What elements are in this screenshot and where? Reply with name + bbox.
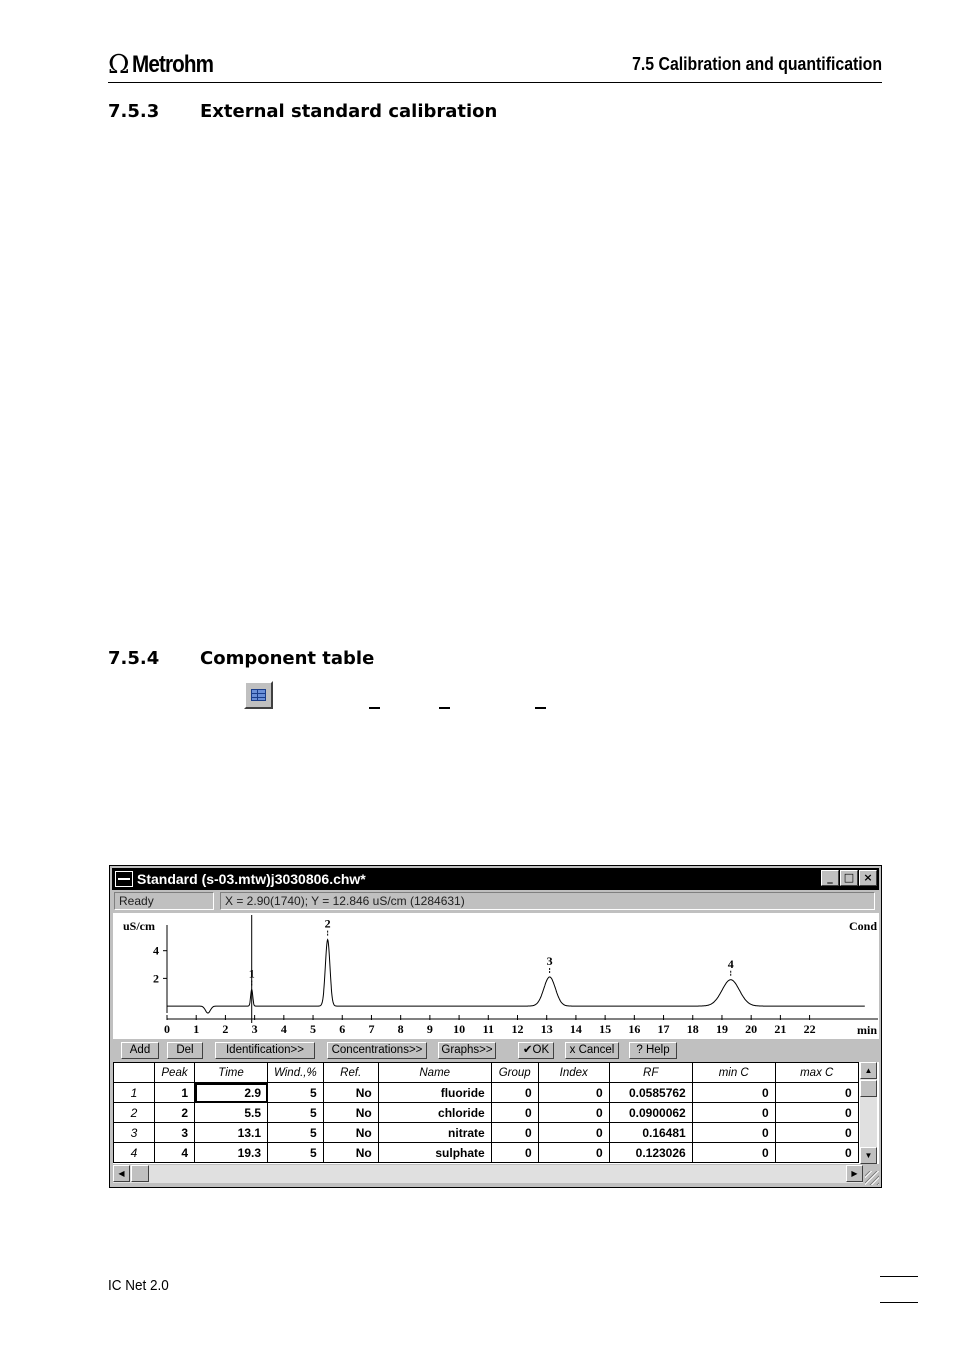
table-cell[interactable]: No [323, 1103, 378, 1123]
column-header-max-c[interactable]: max C [775, 1063, 858, 1083]
x-tick-label: 13 [540, 1022, 553, 1036]
x-tick-label: 14 [569, 1022, 582, 1036]
table-cell[interactable]: fluoride [378, 1083, 491, 1103]
delete-button[interactable]: Del [167, 1042, 203, 1059]
row-number-cell: 4 [114, 1143, 155, 1163]
component-toolbar [113, 1041, 878, 1061]
table-row[interactable] [114, 1123, 859, 1143]
column-header-rf[interactable]: RF [609, 1063, 692, 1083]
omega-logo-icon: Ω [108, 50, 130, 80]
table-cell[interactable]: 2.9 [195, 1083, 268, 1103]
table-cell[interactable]: 0 [692, 1103, 775, 1123]
chromatogram-plot[interactable] [113, 913, 879, 1039]
table-header-row [114, 1063, 859, 1083]
table-cell[interactable]: 0 [538, 1103, 609, 1123]
table-cell[interactable]: 0 [538, 1083, 609, 1103]
footer-product: IC Net 2.0 [108, 1277, 169, 1294]
table-cell[interactable]: 0 [775, 1123, 858, 1143]
table-cell[interactable]: chloride [378, 1103, 491, 1123]
table-cell[interactable]: 3 [155, 1123, 195, 1143]
table-cell[interactable]: 0 [692, 1123, 775, 1143]
scroll-down-arrow-icon[interactable]: ▼ [860, 1147, 877, 1164]
x-tick-label: 7 [368, 1022, 375, 1036]
table-cell[interactable]: 0.0900062 [609, 1103, 692, 1123]
x-tick-label: 5 [310, 1022, 317, 1036]
x-tick-label: 0 [164, 1022, 170, 1036]
table-cell[interactable]: No [323, 1083, 378, 1103]
table-cell[interactable]: 5.5 [195, 1103, 268, 1123]
x-tick-label: 10 [453, 1022, 466, 1036]
x-tick-label: 18 [686, 1022, 699, 1036]
chapter-title: 7.5 Calibration and quantification [632, 54, 882, 74]
component-table [113, 1062, 879, 1164]
menu-hotkey-underline [439, 707, 450, 709]
table-cell[interactable]: 0 [775, 1143, 858, 1163]
header-divider [108, 82, 882, 83]
peak-label: 1 [248, 966, 255, 981]
x-tick-label: 9 [426, 1022, 433, 1036]
table-cell[interactable]: 19.3 [195, 1143, 268, 1163]
scroll-right-arrow-icon[interactable]: ▶ [846, 1165, 863, 1182]
app-chromatogram-icon[interactable] [115, 871, 133, 887]
x-axis-label: min [856, 1023, 877, 1037]
column-header-ref[interactable]: Ref. [323, 1063, 378, 1083]
column-header-rownum [114, 1063, 155, 1083]
table-cell[interactable]: 0 [491, 1123, 538, 1143]
table-cell[interactable]: 0 [491, 1103, 538, 1123]
table-cell[interactable]: 13.1 [195, 1123, 268, 1143]
logo-text: Metrohm [131, 51, 213, 78]
graphs-button[interactable]: Graphs>> [438, 1042, 496, 1059]
status-state: Ready [114, 892, 214, 910]
peak-label: 3 [546, 954, 553, 968]
column-header-index[interactable]: Index [538, 1063, 609, 1083]
row-number-cell: 2 [114, 1103, 155, 1123]
footer-rule-top [880, 1276, 918, 1277]
vertical-scrollbar[interactable] [860, 1062, 877, 1164]
x-tick-label: 11 [482, 1022, 494, 1036]
scroll-thumb[interactable] [860, 1080, 877, 1097]
table-cell[interactable]: No [323, 1143, 378, 1163]
section-heading-component-table [108, 648, 374, 669]
table-cell[interactable]: sulphate [378, 1143, 491, 1163]
menu-hotkey-underline [369, 707, 380, 709]
section-title: Component table [200, 648, 375, 669]
y-tick-label: 4 [153, 943, 159, 958]
x-tick-label: 21 [774, 1022, 787, 1036]
table-cell[interactable]: 0 [775, 1103, 858, 1123]
table-cell[interactable]: 0 [538, 1123, 609, 1143]
column-header-window[interactable]: Wind.,% [268, 1063, 324, 1083]
column-header-name[interactable]: Name [378, 1063, 491, 1083]
x-tick-label: 20 [745, 1022, 758, 1036]
row-number-cell: 1 [114, 1083, 155, 1103]
minimize-button[interactable]: _ [821, 870, 839, 886]
column-header-time[interactable]: Time [195, 1063, 268, 1083]
x-tick-label: 15 [599, 1022, 612, 1036]
table-cell[interactable]: 0.123026 [609, 1143, 692, 1163]
table-cell[interactable]: 1 [155, 1083, 195, 1103]
x-tick-label: 8 [397, 1022, 404, 1036]
row-number-cell: 3 [114, 1123, 155, 1143]
scroll-thumb-horizontal[interactable] [131, 1165, 149, 1182]
horizontal-scrollbar[interactable] [113, 1165, 863, 1183]
peak-label: 2 [324, 916, 331, 931]
concentrations-button[interactable]: Concentrations>> [327, 1042, 427, 1059]
x-tick-label: 3 [251, 1022, 258, 1036]
table-row[interactable] [114, 1103, 859, 1123]
standard-window [109, 865, 882, 1188]
scroll-up-arrow-icon[interactable]: ▲ [860, 1062, 877, 1079]
window-titlebar[interactable] [112, 868, 879, 890]
section-number: 7.5.3 [108, 101, 160, 122]
menu-hotkey-underline [535, 707, 546, 709]
column-header-group[interactable]: Group [491, 1063, 538, 1083]
window-title: Standard (s-03.mtw)j3030806.chw* [137, 871, 366, 887]
add-button[interactable]: Add [121, 1042, 159, 1059]
table-cell[interactable]: 0.0585762 [609, 1083, 692, 1103]
table-cell[interactable]: 5 [268, 1123, 324, 1143]
table-cell[interactable]: nitrate [378, 1123, 491, 1143]
scroll-left-arrow-icon[interactable]: ◀ [113, 1165, 130, 1182]
chromatogram-trace [167, 940, 865, 1013]
table-cell[interactable]: 2 [155, 1103, 195, 1123]
x-tick-label: 1 [193, 1022, 200, 1036]
maximize-button[interactable]: □ [840, 870, 858, 886]
table-cell[interactable]: 0 [775, 1083, 858, 1103]
x-tick-label: 6 [339, 1022, 346, 1036]
status-bar [114, 892, 875, 910]
x-tick-label: 19 [715, 1022, 728, 1036]
channel-label: Cond [848, 919, 877, 933]
section-number: 7.5.4 [108, 648, 160, 669]
table-cell[interactable]: 5 [268, 1083, 324, 1103]
table-row[interactable] [114, 1083, 859, 1103]
help-button[interactable]: ? Help [629, 1042, 677, 1059]
metrohm-logo [108, 50, 226, 80]
x-tick-label: 4 [280, 1022, 287, 1036]
section-title: External standard calibration [200, 101, 498, 122]
y-axis-label: uS/cm [123, 919, 156, 933]
ok-button[interactable]: ✔OK [518, 1042, 554, 1059]
peak-label: 4 [727, 956, 734, 971]
footer-rule-bottom [880, 1302, 918, 1303]
table-cell[interactable]: 5 [268, 1143, 324, 1163]
x-tick-label: 16 [628, 1022, 641, 1036]
table-cell[interactable]: 0 [538, 1143, 609, 1163]
table-row[interactable] [114, 1143, 859, 1163]
table-cell[interactable]: 5 [268, 1103, 324, 1123]
x-tick-label: 22 [803, 1022, 816, 1036]
table-cell[interactable]: 0 [491, 1083, 538, 1103]
column-header-min-c[interactable]: min C [692, 1063, 775, 1083]
column-header-peak[interactable]: Peak [155, 1063, 195, 1083]
y-tick-label: 2 [153, 971, 159, 986]
identification-button[interactable]: Identification>> [215, 1042, 315, 1059]
resize-grip-icon[interactable] [865, 1171, 879, 1185]
table-cell[interactable]: No [323, 1123, 378, 1143]
table-cell[interactable]: 0 [692, 1143, 775, 1163]
x-tick-label: 17 [657, 1022, 670, 1036]
cancel-button[interactable]: x Cancel [565, 1042, 619, 1059]
table-cell[interactable]: 0 [491, 1143, 538, 1163]
x-tick-label: 12 [511, 1022, 524, 1036]
table-cell[interactable]: 0 [692, 1083, 775, 1103]
table-cell[interactable]: 4 [155, 1143, 195, 1163]
section-heading-external-standard [108, 101, 497, 122]
table-cell[interactable]: 0.16481 [609, 1123, 692, 1143]
cursor-position-readout: X = 2.90(1740); Y = 12.846 uS/cm (1284631) [220, 892, 875, 910]
x-tick-label: 2 [222, 1022, 229, 1036]
close-button[interactable]: × [859, 870, 877, 886]
component-table-toolbar-icon[interactable] [244, 681, 273, 709]
